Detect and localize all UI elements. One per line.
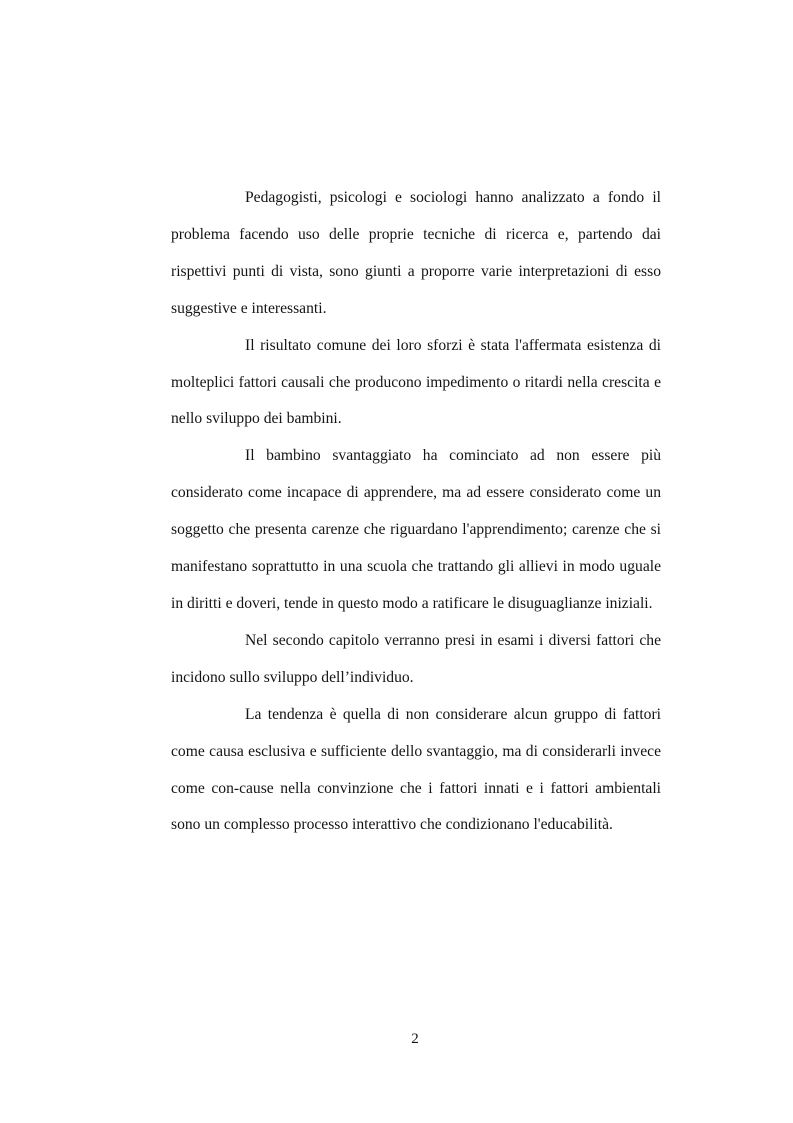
paragraph-2: Il risultato comune dei loro sforzi è stata l'affermata esistenza di molteplici fattori causali che producono impedimento o ritardi nella crescita e nello sviluppo dei bambini.: [171, 336, 661, 428]
paragraph-3: Il bambino svantaggiato ha cominciato ad non essere più considerato come incapace di apprendere, ma ad essere considerato come un soggetto che presenta carenze che riguardano l'apprendimento; carenze che si manifestano soprattutto in una scuola che trattando gli allievi in modo uguale in diritti e doveri, tende in questo modo a ratificare le disuguaglianze iniziali.: [171, 447, 661, 612]
paragraph-4: Nel secondo capitolo verranno presi in esami i diversi fattori che incidono sullo sviluppo dell’individuo.: [171, 631, 661, 686]
body-text: [171, 180, 661, 844]
paragraph-5: La tendenza è quella di non considerare alcun gruppo di fattori come causa esclusiva e sufficiente dello svantaggio, ma di considerarli invece come con-cause nella convinzione che i fattori innati e i fattori ambientali sono un complesso processo interattivo che condizionano l'educabilità.: [171, 705, 661, 834]
page-number: 2: [411, 1031, 419, 1047]
paragraph-1: Pedagogisti, psicologi e sociologi hanno analizzato a fondo il problema facendo uso delle proprie tecniche di ricerca e, partendo dai rispettivi punti di vista, sono giunti a proporre varie interpretazioni di esso suggestive e interessanti.: [171, 189, 661, 317]
